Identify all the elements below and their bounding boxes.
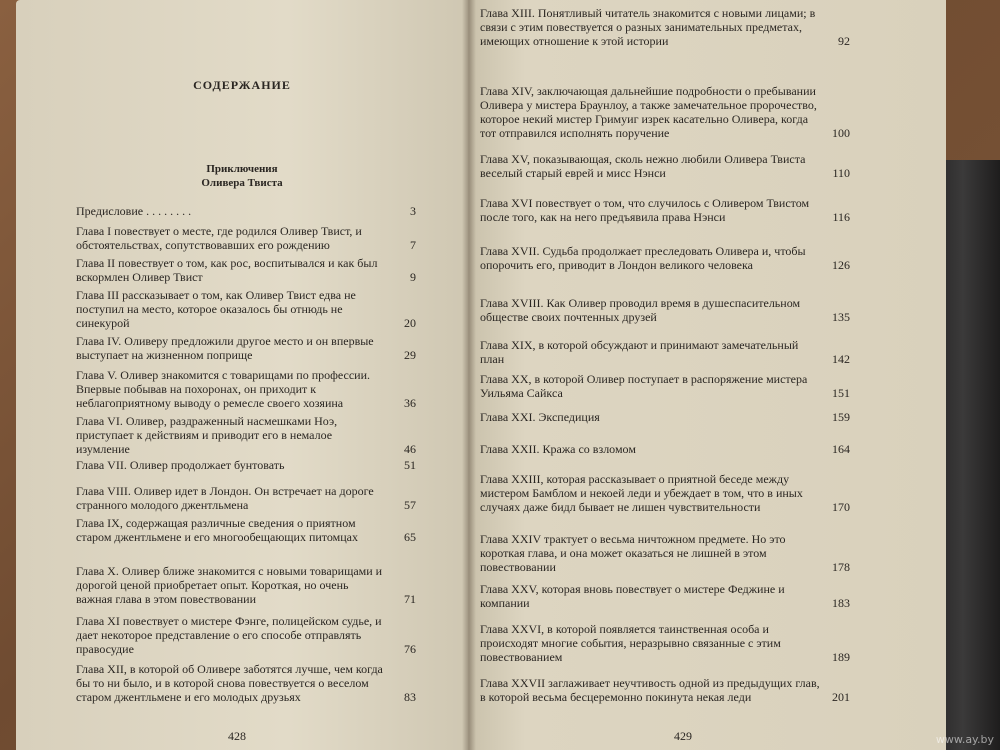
toc-entry-page: 135 — [832, 310, 850, 324]
toc-entry-page: 57 — [404, 498, 416, 512]
toc-entry-text: Глава XV, показывающая, сколь нежно любили Оливера Твиста веселый старый еврей и мисс Нэнси — [480, 152, 806, 180]
toc-entry-page: 183 — [832, 596, 850, 610]
toc-entry-text: Глава VIII. Оливер идет в Лондон. Он встречает на дороге странного молодого джентльмена — [76, 484, 374, 512]
toc-entry-page: 126 — [832, 258, 850, 272]
page-number: 429 — [674, 729, 692, 743]
toc-entry-text: Глава XXIII, которая рассказывает о приятной беседе между мистером Бамблом и некоей леди и убеждает в том, что в иных случаях даже бидл бывает не лишен чувствительности — [480, 472, 803, 514]
toc-entry-text: Глава IX, содержащая различные сведения о приятном старом джентльмене и его многообещающих питомцах — [76, 516, 358, 544]
toc-entry — [76, 256, 416, 284]
toc-entry-text: Глава X. Оливер ближе знакомится с новыми товарищами и дорогой ценой приобретает опыт. Короткая, но очень важная глава в этом повествовании — [76, 564, 383, 606]
toc-entry-text: Глава XX, в которой Оливер поступает в распоряжение мистера Уильяма Сайкса — [480, 372, 808, 400]
toc-entry-text: Глава II повествует о том, как рос, воспитывался и как был вскормлен Оливер Твист — [76, 256, 378, 284]
toc-entry-page: 92 — [838, 34, 850, 48]
toc-entry-text: Глава VI. Оливер, раздраженный насмешками Ноэ, приступает к действиям и приводит его в немалое изумление — [76, 414, 338, 456]
toc-entry-page: 151 — [832, 386, 850, 400]
toc-entry — [480, 6, 850, 48]
toc-entry-text: Глава XVI повествует о том, что случилось с Оливером Твистом после того, как на него предъявила права Нэнси — [480, 196, 810, 224]
toc-entry — [480, 676, 850, 704]
toc-entry-page: 20 — [404, 316, 416, 330]
book-gutter — [462, 0, 476, 750]
toc-entry-text: Глава XXVII заглаживает неучтивость одной из предыдущих глав, в которой весьма бесцеремонно покинута некая леди — [480, 676, 820, 704]
toc-entry — [76, 288, 416, 330]
toc-entry — [76, 564, 416, 606]
toc-entry-text: Глава XIX, в которой обсуждают и принимают замечательный план — [480, 338, 799, 366]
toc-entry-text: Глава XVII. Судьба продолжает преследовать Оливера и, чтобы опорочить его, приводит в Лондон великого человека — [480, 244, 806, 272]
toc-entry — [76, 662, 416, 704]
toc-entry — [480, 410, 850, 424]
toc-entry-text: Глава XVIII. Как Оливер проводил время в душеспасительном обществе своих почтенных друзей — [480, 296, 801, 324]
toc-entry-page: 3 — [410, 204, 416, 218]
toc-entry-text: Предисловие . . . . . . . . — [76, 204, 192, 218]
page-number: 428 — [228, 729, 246, 743]
toc-entry-text: Глава XI повествует о мистере Фэнге, полицейском судье, и дает некоторое представление о его способе отправлять правосудие — [76, 614, 382, 656]
toc-entry — [480, 582, 850, 610]
toc-entry-text: Глава I повествует о месте, где родился Оливер Твист, и обстоятельствах, сопутствовавших его рождению — [76, 224, 362, 252]
toc-entry-page: 83 — [404, 690, 416, 704]
toc-entry-page: 159 — [832, 410, 850, 424]
toc-entry — [76, 224, 416, 252]
toc-entry-page: 110 — [832, 166, 850, 180]
toc-entry-text: Глава XXVI, в которой появляется таинственная особа и происходят многие события, неразрывно связанные с этим повествованием — [480, 622, 781, 664]
toc-entry-page: 201 — [832, 690, 850, 704]
toc-heading: СОДЕРЖАНИЕ — [193, 78, 291, 92]
section-title-line1: Приключения — [206, 163, 278, 175]
toc-entry-page: 189 — [832, 650, 850, 664]
toc-entry-page: 65 — [404, 530, 416, 544]
toc-entry — [76, 614, 416, 656]
toc-entry — [480, 372, 850, 400]
toc-entry-page: 178 — [832, 560, 850, 574]
toc-entry — [76, 516, 416, 544]
toc-entry-page: 142 — [832, 352, 850, 366]
toc-entry — [480, 622, 850, 664]
toc-entry-page: 29 — [404, 348, 416, 362]
toc-entry — [480, 338, 850, 366]
toc-entry-text: Глава XXII. Кража со взломом — [480, 442, 636, 456]
toc-entry — [480, 296, 850, 324]
toc-entry — [480, 152, 850, 180]
toc-entry — [76, 368, 416, 410]
toc-entry-page: 164 — [832, 442, 850, 456]
toc-entry — [480, 472, 850, 514]
section-title — [16, 162, 468, 190]
toc-entry — [480, 84, 850, 140]
toc-entry-text: Глава XXV, которая вновь повествует о мистере Феджине и компании — [480, 582, 785, 610]
toc-entry-page: 170 — [832, 500, 850, 514]
toc-entry — [76, 204, 416, 218]
toc-entry — [76, 458, 416, 472]
toc-entry — [480, 442, 850, 456]
toc-entry-text: Глава IV. Оливеру предложили другое место и он впервые выступает на жизненном поприще — [76, 334, 374, 362]
toc-entry — [76, 334, 416, 362]
toc-entry-page: 116 — [832, 210, 850, 224]
toc-entry — [76, 414, 416, 456]
toc-entry-page: 51 — [404, 458, 416, 472]
toc-entry-text: Глава XIII. Понятливый читатель знакомится с новыми лицами; в связи с этим повествуется о разных занимательных предметах, имеющих отношение к этой истории — [480, 6, 816, 48]
toc-entry — [480, 196, 850, 224]
toc-entry-text: Глава XIV, заключающая дальнейшие подробности о пребывании Оливера у мистера Браунлоу, а также замечательное пророчество, которое некий мистер Гримуиг изрек касательно Оливера, когда тот отправился исполнять поручение — [480, 84, 817, 140]
section-title-line2: Оливера Твиста — [201, 177, 283, 189]
toc-entry-page: 46 — [404, 442, 416, 456]
toc-entry-text: Глава III рассказывает о том, как Оливер Твист едва не поступил на место, которое оказалось бы отнюдь не синекурой — [76, 288, 356, 330]
toc-entry-page: 100 — [832, 126, 850, 140]
toc-entry — [480, 532, 850, 574]
toc-entry-page: 36 — [404, 396, 416, 410]
toc-entry-page: 7 — [410, 238, 416, 252]
toc-entry-text: Глава XXI. Экспедиция — [480, 410, 600, 424]
left-page — [16, 0, 468, 750]
toc-entry-page: 9 — [410, 270, 416, 284]
toc-entry-text: Глава XII, в которой об Оливере заботятся лучше, чем когда бы то ни было, и в которой снова повествуется о веселом старом джентльмене и его молодых друзьях — [76, 662, 383, 704]
toc-entry-text: Глава XXIV трактует о весьма ничтожном предмете. Но это короткая глава, и она может оказаться не лишней в этом повествовании — [480, 532, 786, 574]
watermark: www.ay.by — [935, 733, 994, 746]
right-page — [468, 0, 946, 750]
toc-entry-page: 76 — [404, 642, 416, 656]
toc-entry — [76, 484, 416, 512]
toc-entry-text: Глава VII. Оливер продолжает бунтовать — [76, 458, 285, 472]
book-cover-edge — [935, 160, 1000, 750]
toc-entry-text: Глава V. Оливер знакомится с товарищами по профессии. Впервые побывав на похоронах, он приходит к неблагоприятному выводу о ремесле своего хозяина — [76, 368, 371, 410]
toc-entry — [480, 244, 850, 272]
toc-entry-page: 71 — [404, 592, 416, 606]
